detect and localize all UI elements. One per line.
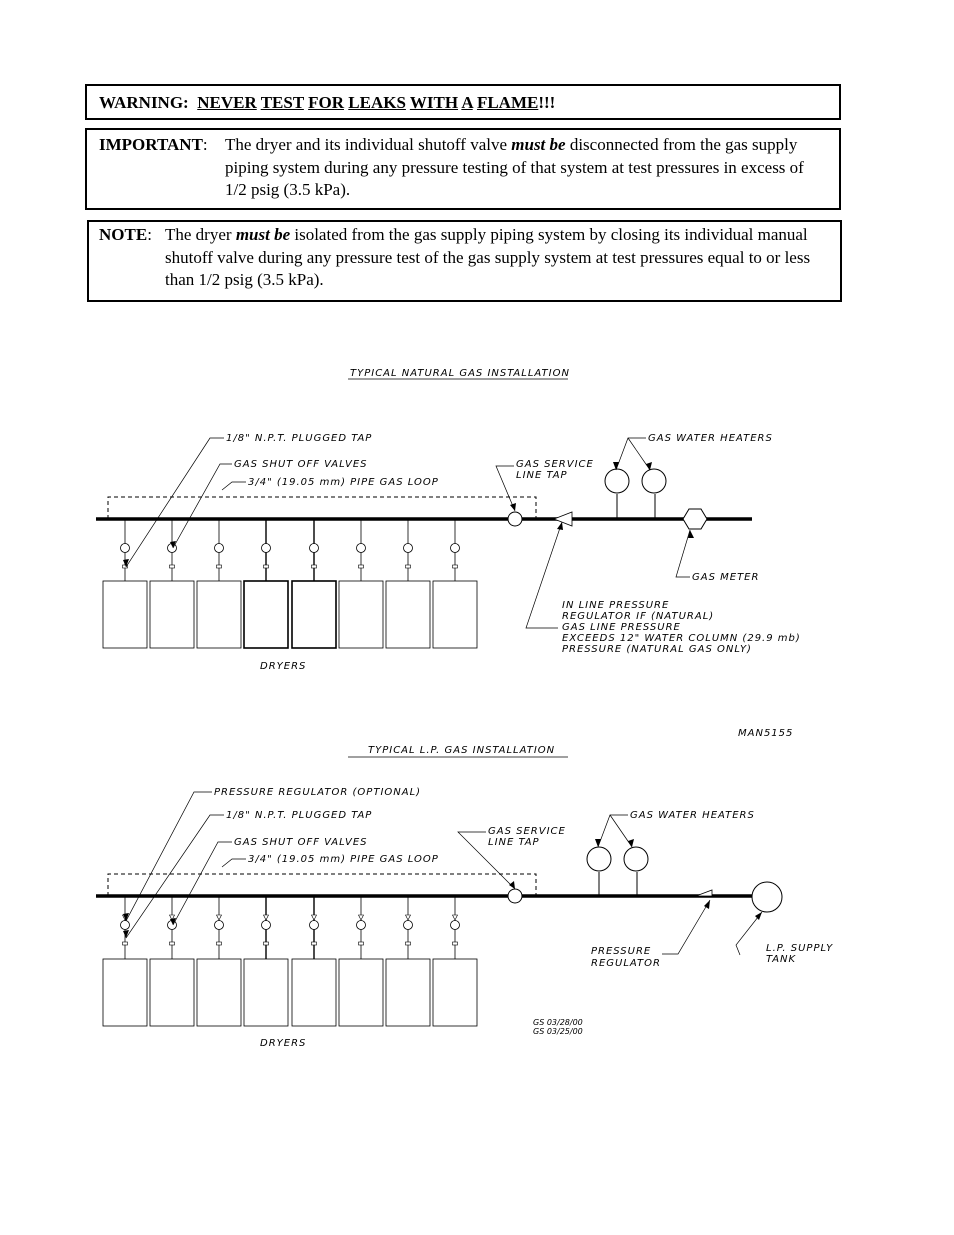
plugged-tap [264,942,269,945]
lp-water-heater-1 [587,847,611,871]
plugged-tap [406,565,411,568]
gas-shutoff-valve [121,921,130,930]
dryer [386,581,430,648]
natural-gas-diagram [96,368,801,672]
lp-supply-tank-label: TANK [766,954,797,965]
natural-pipe-loop-label: 3/4" (19.05 mm) PIPE GAS LOOP [248,477,439,488]
drawing-id: MAN5155 [738,728,794,739]
natural-plugged-tap-label: 1/8" N.P.T. PLUGGED TAP [226,433,373,444]
plugged-tap [170,942,175,945]
dryer [103,959,147,1026]
dryer [339,959,383,1026]
lp-service-tap-label: GAS SERVICE [488,826,566,837]
natural-dryer-bank [103,519,477,648]
pressure-regulator-mark [217,915,222,920]
important-text: The dryer and its individual shutoff valve must be disconnected from the gas supply piping system during any pressure testing of that system at test pressures in excess of 1/2 psig (3.5 kPa). [225,135,804,199]
plugged-tap [312,942,317,945]
lp-pressure-regulator-label: PRESSURE [591,946,652,957]
plugged-tap [170,565,175,568]
lp-water-heater-2 [624,847,648,871]
note-box [87,220,842,302]
gas-shutoff-valve [262,921,271,930]
dryer [386,959,430,1026]
lp-shutoff-valves-label: GAS SHUT OFF VALVES [234,837,368,848]
lp-service-tap-label: LINE TAP [488,837,540,848]
lp-supply-tank-label: L.P. SUPPLY [766,943,834,954]
natural-regulator-note: IN LINE PRESSURE [562,600,670,611]
lp-title: TYPICAL L.P. GAS INSTALLATION [368,745,556,756]
gas-shutoff-valve [215,544,224,553]
natural-water-heater-1 [605,469,629,493]
dryer [433,959,477,1026]
dryer [244,581,288,648]
lp-revision: GS 03/28/00 [533,1018,583,1027]
lp-service-tap [508,889,522,903]
note-colon: : [147,225,152,244]
natural-shutoff-valves-label: GAS SHUT OFF VALVES [234,459,368,470]
dryer [150,581,194,648]
note-emphasis: must be [235,225,291,244]
natural-regulator-note: REGULATOR IF (NATURAL) [562,611,715,622]
gas-shutoff-valve [121,544,130,553]
natural-regulator-note: PRESSURE (NATURAL GAS ONLY) [562,644,752,655]
lp-pipe-loop-label: 3/4" (19.05 mm) PIPE GAS LOOP [248,854,439,865]
plugged-tap [359,942,364,945]
natural-regulator-note: GAS LINE PRESSURE [562,622,681,633]
lp-gas-diagram [96,745,833,1049]
dryer [339,581,383,648]
plugged-tap [453,942,458,945]
dryer [244,959,288,1026]
important-emphasis: must be [511,135,566,154]
warning-word: LEAKS [348,93,406,112]
lp-pressure-regulator-optional-label: PRESSURE REGULATOR (OPTIONAL) [214,787,422,798]
plugged-tap [217,942,222,945]
dryer [292,581,336,648]
lp-supply-tank [752,882,782,912]
gas-shutoff-valve [404,921,413,930]
dryer [197,581,241,648]
dryer [103,581,147,648]
lp-pressure-regulator [696,890,712,896]
lp-plugged-tap-label: 1/8" N.P.T. PLUGGED TAP [226,810,373,821]
plugged-tap [217,565,222,568]
pressure-regulator-mark [453,915,458,920]
natural-dryers-label: DRYERS [260,661,307,672]
natural-water-heaters-label: GAS WATER HEATERS [648,433,773,444]
gas-shutoff-valve [310,921,319,930]
gas-shutoff-valve [357,921,366,930]
natural-regulator [554,512,572,526]
warning-box [85,84,841,120]
dryer [197,959,241,1026]
warning-suffix: !!! [538,93,556,112]
plugged-tap [359,565,364,568]
warning-word: A [461,93,473,112]
warning-word: WITH [409,93,459,112]
gas-shutoff-valve [215,921,224,930]
warning-label: WARNING: [99,93,189,112]
pressure-regulator-mark [359,915,364,920]
lp-dryer-bank [103,896,477,1026]
warning-word: NEVER [197,93,257,112]
lp-dryers-label: DRYERS [260,1038,307,1049]
important-box [85,128,841,210]
plugged-tap [312,565,317,568]
gas-shutoff-valve [404,544,413,553]
pressure-regulator-mark [312,915,317,920]
dryer [433,581,477,648]
plugged-tap [406,942,411,945]
important-label: IMPORTANT [99,135,203,154]
gas-shutoff-valve [451,544,460,553]
natural-service-tap [508,512,522,526]
plugged-tap [123,942,128,945]
plugged-tap [264,565,269,568]
lp-pressure-regulator-label: REGULATOR [591,958,661,969]
dryer [150,959,194,1026]
natural-regulator-note: EXCEEDS 12" WATER COLUMN (29.9 mb) [562,633,801,644]
natural-gas-meter [683,509,707,529]
warning-word: TEST [260,93,304,112]
plugged-tap [453,565,458,568]
warning-word: FOR [308,93,345,112]
gas-shutoff-valve [262,544,271,553]
lp-pipe-loop [108,874,536,896]
gas-shutoff-valve [451,921,460,930]
natural-pipe-loop [108,497,536,519]
natural-water-heater-2 [642,469,666,493]
pressure-regulator-mark [406,915,411,920]
gas-shutoff-valve [310,544,319,553]
gas-installation-diagrams [0,330,954,1090]
warning-word: FLAME [476,93,539,112]
note-label: NOTE [99,225,148,244]
gas-shutoff-valve [357,544,366,553]
lp-water-heaters-label: GAS WATER HEATERS [630,810,755,821]
lp-revision: GS 03/25/00 [533,1027,583,1036]
natural-service-tap-label: LINE TAP [516,470,568,481]
dryer [292,959,336,1026]
natural-title: TYPICAL NATURAL GAS INSTALLATION [350,368,570,379]
natural-gas-meter-label: GAS METER [692,572,760,583]
pressure-regulator-mark [264,915,269,920]
natural-service-tap-label: GAS SERVICE [516,459,594,470]
note-text: The dryer must be isolated from the gas supply piping system by closing its individual manual shutoff valve during any pressure test of the gas supply system at test pressures equal to or less than 1/2 psig (3.5 kPa). [165,225,811,289]
important-colon: : [202,135,208,154]
